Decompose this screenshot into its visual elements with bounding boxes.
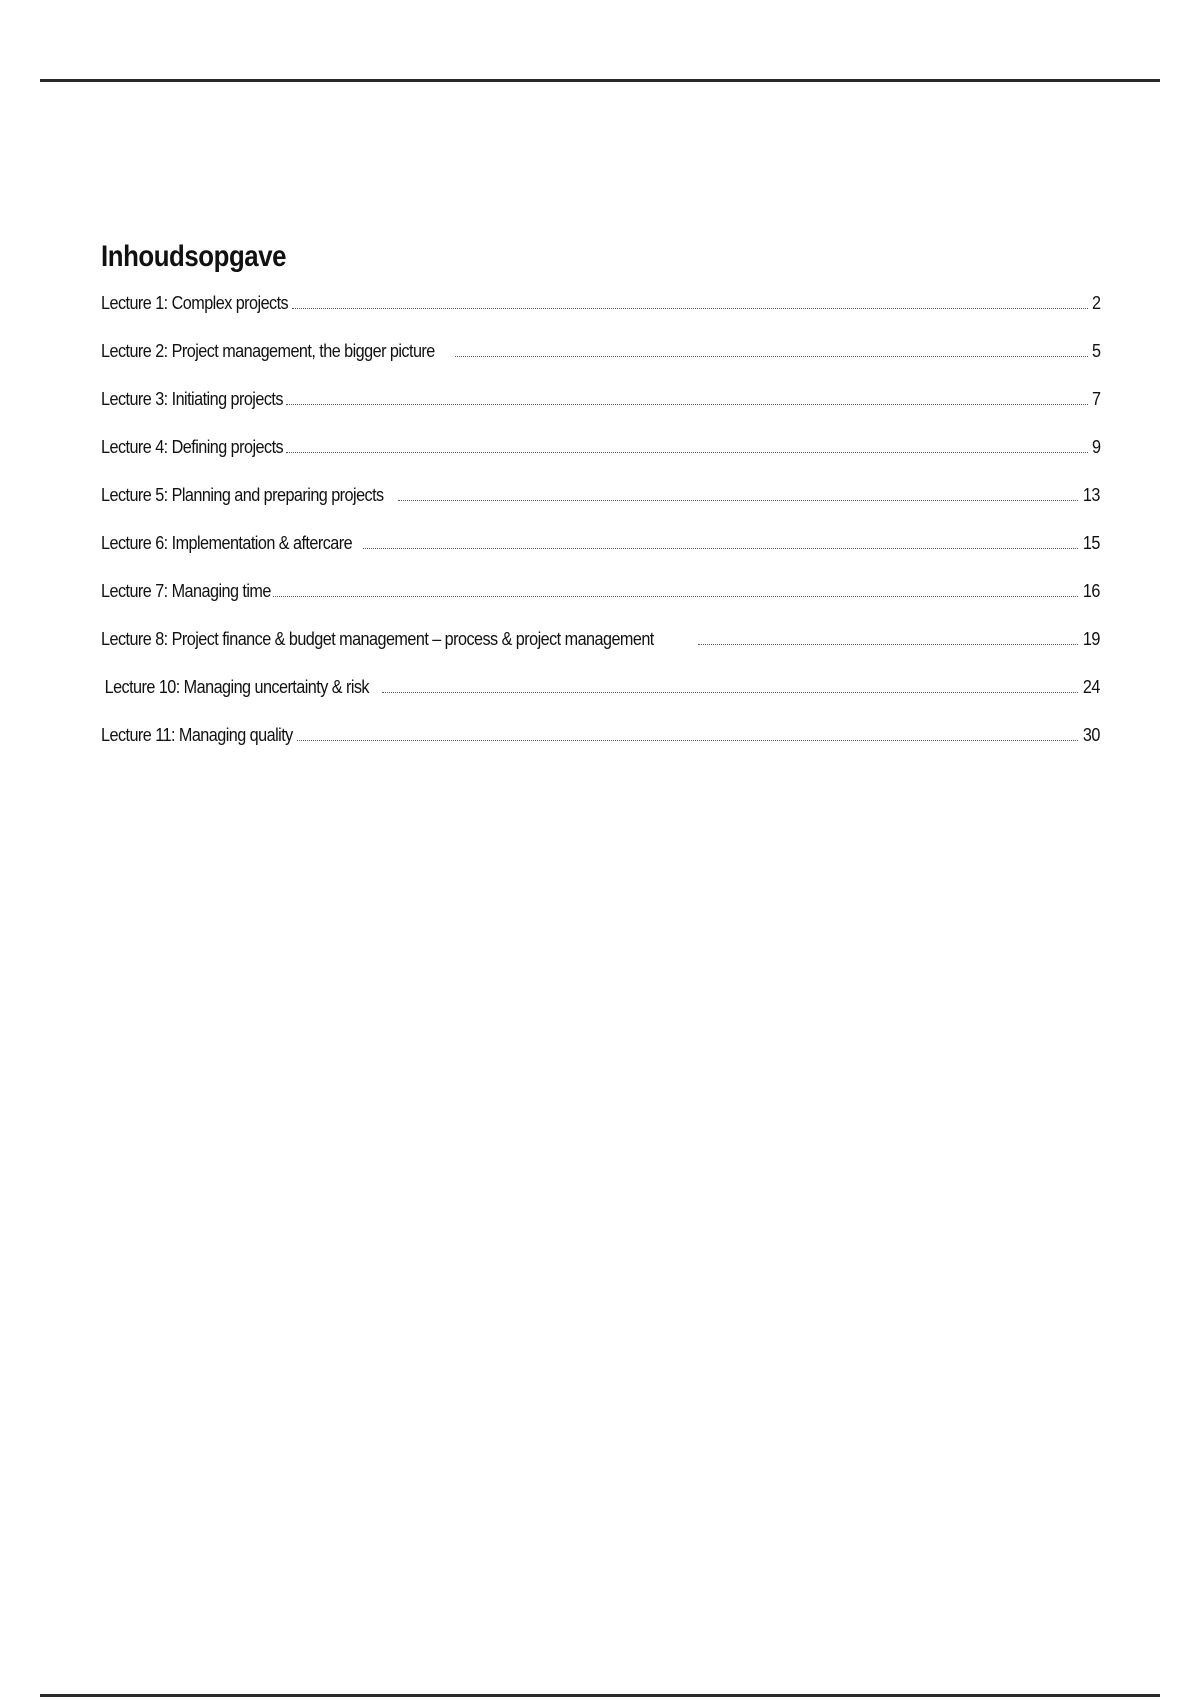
toc-entry-page: 7 <box>1091 389 1100 409</box>
toc-entry-lecture-1[interactable] <box>101 292 1100 340</box>
toc-entry-label: Lecture 11: Managing quality <box>101 725 293 745</box>
toc-entry-lecture-6[interactable] <box>101 532 1100 580</box>
toc-entry-label: Lecture 2: Project management, the bigger picture <box>101 341 435 361</box>
toc-entry-page: 2 <box>1091 293 1100 313</box>
toc-entry-lecture-7[interactable] <box>101 580 1100 628</box>
footer-rule <box>40 1694 1160 1697</box>
toc-title: Inhoudsopgave <box>101 240 287 273</box>
toc-list <box>101 292 1100 772</box>
toc-entry-label: Lecture 3: Initiating projects <box>101 389 283 409</box>
toc-entry-page: 19 <box>1083 629 1100 649</box>
toc-entry-label: Lecture 4: Defining projects <box>101 437 284 457</box>
toc-entry-label: Lecture 5: Planning and preparing projects <box>101 485 384 505</box>
toc-dot-leader <box>455 355 1088 357</box>
toc-dot-leader <box>273 595 1078 597</box>
toc-entry-lecture-4[interactable] <box>101 436 1100 484</box>
toc-entry-page: 30 <box>1083 725 1100 745</box>
header-rule <box>40 79 1160 82</box>
toc-dot-leader <box>382 691 1078 693</box>
toc-entry-lecture-3[interactable] <box>101 388 1100 436</box>
table-of-contents <box>101 240 1100 772</box>
toc-entry-lecture-2[interactable] <box>101 340 1100 388</box>
toc-dot-leader <box>398 499 1078 501</box>
toc-dot-leader <box>286 451 1087 453</box>
toc-entry-page: 15 <box>1083 533 1100 553</box>
toc-entry-page: 5 <box>1091 341 1100 361</box>
toc-entry-lecture-11[interactable] <box>101 724 1100 772</box>
toc-entry-label: Lecture 8: Project finance & budget management – process & project management <box>101 629 654 649</box>
toc-dot-leader <box>363 547 1078 549</box>
toc-entry-label: Lecture 6: Implementation & aftercare <box>101 533 353 553</box>
toc-dot-leader <box>698 643 1078 645</box>
toc-entry-label: Lecture 1: Complex projects <box>101 293 289 313</box>
toc-entry-page: 13 <box>1083 485 1100 505</box>
toc-entry-label: Lecture 10: Managing uncertainty & risk <box>104 677 370 697</box>
toc-entry-page: 16 <box>1083 581 1100 601</box>
toc-dot-leader <box>292 307 1088 309</box>
toc-entry-label: Lecture 7: Managing time <box>101 581 271 601</box>
toc-dot-leader <box>286 403 1087 405</box>
toc-entry-page: 9 <box>1091 437 1100 457</box>
toc-entry-lecture-10[interactable] <box>101 676 1100 724</box>
toc-entry-page: 24 <box>1083 677 1100 697</box>
toc-entry-lecture-5[interactable] <box>101 484 1100 532</box>
toc-dot-leader <box>297 739 1078 741</box>
toc-entry-lecture-8[interactable] <box>101 628 1100 676</box>
